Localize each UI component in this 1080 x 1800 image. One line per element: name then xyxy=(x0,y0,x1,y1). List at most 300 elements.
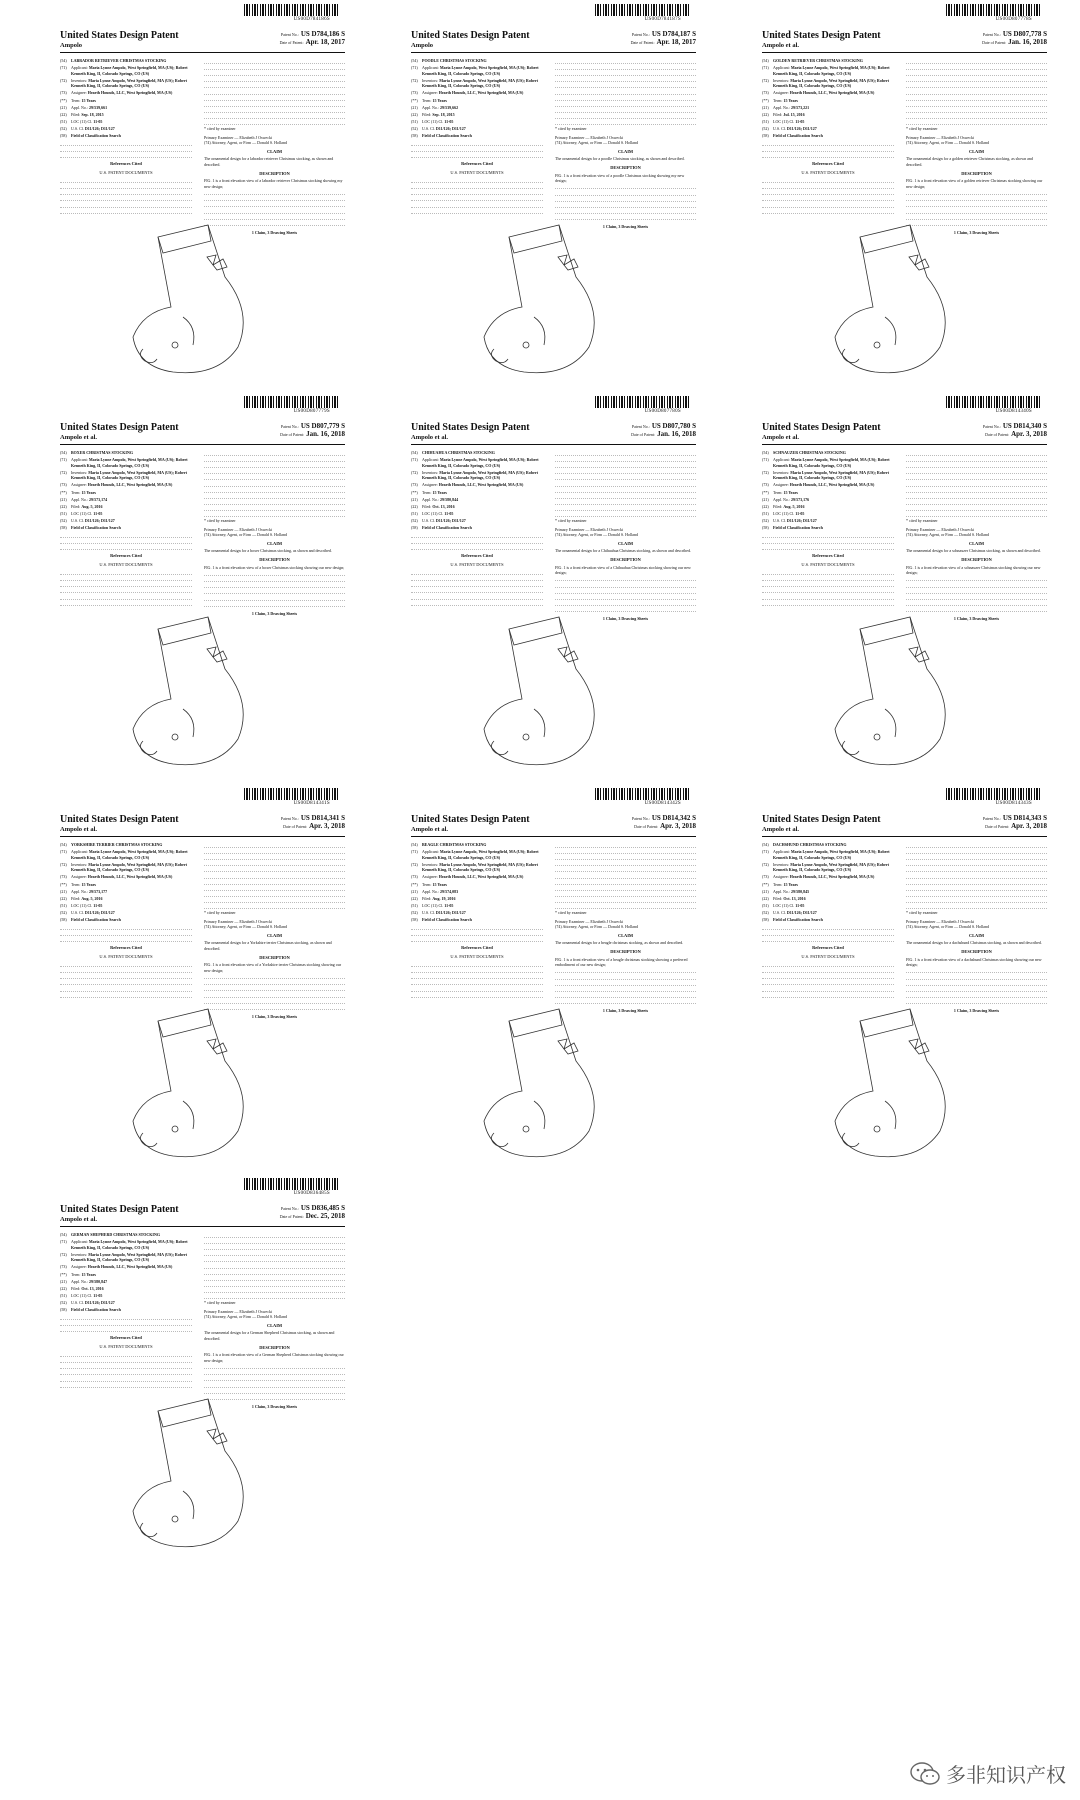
dog-ear xyxy=(885,1101,896,1129)
patent-no-label: Patent No.: xyxy=(631,32,650,37)
cited-by-examiner: * cited by examiner xyxy=(204,1300,236,1306)
patent-date-line xyxy=(632,822,696,830)
applicant-value: Maria Lynne Ampolo, West Springfield, MA (US); Robert Kenneth King, II, Colorado Springs, CO (US) xyxy=(71,1239,188,1250)
assignee-label: Assignee: xyxy=(773,482,789,488)
uscl-label: U.S. Cl. xyxy=(71,909,84,915)
applicant-value: Maria Lynne Ampolo, West Springfield, MA (US); Robert Kenneth King, II, Colorado Springs, CO (US) xyxy=(773,65,890,76)
term-value: 15 Years xyxy=(432,489,447,495)
uscl-value: D11/126; D11/127 xyxy=(84,517,115,523)
assignee-value: Hearth Hounds, LLC, West Springfield, MA (US) xyxy=(789,874,875,880)
stocking-outline xyxy=(133,1009,243,1157)
uscl-label: U.S. Cl. xyxy=(422,517,435,523)
claim-sheet-count: 1 Claim, 3 Drawing Sheets xyxy=(953,616,1000,622)
claims-column xyxy=(204,450,345,616)
fig1-description: FIG. 1 is a front elevation view of a German Shepherd Christmas stocking showing our new design; xyxy=(204,1352,344,1363)
filed-label: Filed: xyxy=(773,503,783,509)
reference-lines xyxy=(411,961,543,998)
appl-number: 29/573,176 xyxy=(791,496,810,502)
term-value: 15 Years xyxy=(81,97,96,103)
dog-nose xyxy=(140,349,157,363)
filed-label: Filed: xyxy=(773,111,783,117)
dog-nose xyxy=(140,741,157,755)
appl-label: Appl. No.: xyxy=(773,104,790,110)
cited-by-examiner: * cited by examiner xyxy=(906,126,938,132)
patent-page-3 xyxy=(720,2,1062,447)
inventor-surname: Ampolo et al. xyxy=(762,42,800,49)
stocking-drawing xyxy=(113,1391,283,1561)
inventors-label: Inventors: xyxy=(71,1251,88,1257)
patent-page-9 xyxy=(720,786,1062,1231)
assignee-value: Hearth Hounds, LLC, West Springfield, MA (US) xyxy=(438,874,524,880)
references-heading: References Cited xyxy=(461,553,493,559)
reference-lines-continued xyxy=(204,842,345,909)
inventors-label: Inventors: xyxy=(71,469,88,475)
patent-type-title: United States Design Patent xyxy=(762,814,881,825)
dog-nose xyxy=(491,1133,508,1147)
term-value: 15 Years xyxy=(81,489,96,495)
applicant-label: Applicant: xyxy=(71,65,88,71)
us-documents-heading: U.S. PATENT DOCUMENTS xyxy=(801,169,855,175)
claims-column xyxy=(204,58,345,236)
applicant-value: Maria Lynne Ampolo, West Springfield, MA (US); Robert Kenneth King, II, Colorado Springs, CO (US) xyxy=(773,457,890,468)
claim-text: The ornamental design for a dachshund Christmas stocking, as shown and described. xyxy=(906,940,1042,946)
appl-label: Appl. No.: xyxy=(422,496,439,502)
patent-no-label: Patent No.: xyxy=(631,816,650,821)
stocking-cuff xyxy=(158,225,211,253)
barcode xyxy=(595,4,691,16)
claims-column xyxy=(555,58,696,230)
appl-number: 29/573,221 xyxy=(791,104,810,110)
dog-eye xyxy=(172,1126,178,1132)
reference-lines-continued xyxy=(204,58,345,125)
assignee-label: Assignee: xyxy=(71,90,87,96)
publication-number: US00D784187S xyxy=(644,17,681,22)
patent-number: US D807,779 S xyxy=(300,422,345,430)
term-value: 15 Years xyxy=(81,1271,96,1277)
patent-type-title: United States Design Patent xyxy=(411,814,530,825)
stocking-cuff xyxy=(509,1009,562,1037)
patent-number: US D784,186 S xyxy=(300,30,345,38)
inventor-surname: Ampolo xyxy=(60,42,83,49)
assignee-value: Hearth Hounds, LLC, West Springfield, MA (US) xyxy=(438,482,524,488)
patent-number: US D784,187 S xyxy=(651,30,696,38)
filed-label: Filed: xyxy=(71,895,81,901)
barcode xyxy=(946,396,1042,408)
classification-label: Field of Classification Search xyxy=(773,917,823,923)
filed-label: Filed: xyxy=(422,111,432,117)
dog-ear xyxy=(534,1101,545,1129)
patent-number-line xyxy=(632,814,696,822)
references-heading: References Cited xyxy=(812,161,844,167)
applicant-label: Applicant: xyxy=(773,65,790,71)
term-value: 15 Years xyxy=(783,97,798,103)
appl-label: Appl. No.: xyxy=(422,888,439,894)
claim-heading: CLAIM xyxy=(968,148,985,154)
claim-sheet-count: 1 Claim, 3 Drawing Sheets xyxy=(251,1403,298,1409)
bow xyxy=(558,647,578,662)
patent-date-line xyxy=(280,38,345,46)
patent-type-title: United States Design Patent xyxy=(60,30,179,41)
patent-number-line xyxy=(280,422,345,430)
reference-lines-continued xyxy=(906,842,1047,909)
uscl-value: D11/126; D11/127 xyxy=(786,517,817,523)
patent-number-line xyxy=(983,814,1047,822)
loc-label: LOC (11) Cl. xyxy=(422,118,444,124)
dog-eye xyxy=(874,342,880,348)
attorney: (74) Attorney, Agent, or Firm — Donald S. Holland xyxy=(555,532,638,538)
inventors-label: Inventors: xyxy=(773,77,790,83)
reference-lines xyxy=(60,961,192,998)
appl-number: 29/580,844 xyxy=(440,496,459,502)
classification-lines xyxy=(762,532,894,550)
bibliographic-column: (54) DACHSHUND CHRISTMAS STOCKING (71) Applicant: Maria Lynne Ampolo, West Springfield, MA (US); Robert Kenneth King, II, Colorado Springs, CO (US) (72) Inventors: Maria Lynne Ampolo, West Springfield, MA (US); Robert Kenneth King, II, Colorado Springs, CO (US) (73) Assignee: Hearth Hounds, LLC, West Springfield, MA (US) (**) Term: 15 Years (21) Appl. No.: 29/580,845 (22) Filed: Oct. 13, 2016 (51) LOC (11) Cl. 11-05 (52) U.S. Cl. D11/126; D11/127 (58) Field of Classification Search References Cited U.S. PATENT DOCUMENTS xyxy=(762,842,894,998)
classification-lines xyxy=(60,1314,192,1332)
patent-header xyxy=(60,422,345,445)
patent-date-line xyxy=(280,1212,345,1220)
publication-number: US00D814341S xyxy=(293,801,330,806)
bow xyxy=(909,255,929,270)
claim-heading: CLAIM xyxy=(266,1322,283,1328)
claims-column xyxy=(906,58,1047,236)
loc-value: 11-05 xyxy=(444,510,454,516)
attorney: (74) Attorney, Agent, or Firm — Donald S. Holland xyxy=(906,140,989,146)
fig1-description: FIG. 1 is a front elevation view of a golden retriever Christmas stocking showing our new design; xyxy=(906,178,1043,189)
reference-lines xyxy=(762,961,894,998)
design-title: DACHSHUND CHRISTMAS STOCKING xyxy=(773,842,847,847)
claim-sheet-count: 1 Claim, 3 Drawing Sheets xyxy=(953,1008,1000,1014)
appl-label: Appl. No.: xyxy=(71,104,88,110)
assignee-label: Assignee: xyxy=(71,1264,87,1270)
reference-lines xyxy=(60,177,192,214)
dog-eye xyxy=(172,342,178,348)
assignee-label: Assignee: xyxy=(773,874,789,880)
claims-column xyxy=(555,842,696,1014)
patent-no-label: Patent No.: xyxy=(982,816,1001,821)
cited-by-examiner: * cited by examiner xyxy=(204,126,236,132)
primary-examiner: Primary Examiner — Elizabeth J Oswecki xyxy=(204,1308,273,1314)
publication-number: US00D814342S xyxy=(644,801,681,806)
reference-lines-continued xyxy=(555,450,696,517)
design-title: SCHNAUZER CHRISTMAS STOCKING xyxy=(773,450,846,455)
uscl-value: D11/126; D11/127 xyxy=(84,125,115,131)
bow xyxy=(207,647,227,662)
stocking-drawing xyxy=(113,1001,283,1171)
patent-header xyxy=(60,30,345,53)
reference-lines-continued xyxy=(204,1232,345,1299)
cited-by-examiner: * cited by examiner xyxy=(555,518,587,524)
filed-date: Sep. 18, 2015 xyxy=(432,111,455,117)
claims-column xyxy=(906,842,1047,1014)
cited-by-examiner: * cited by examiner xyxy=(204,518,236,524)
inventors-value: Maria Lynne Ampolo, West Springfield, MA (US); Robert Kenneth King, II, Colorado Springs, CO (US) xyxy=(71,1251,187,1263)
appl-label: Appl. No.: xyxy=(773,888,790,894)
claim-heading: CLAIM xyxy=(968,540,985,546)
barcode xyxy=(244,1178,340,1190)
patent-header xyxy=(762,30,1047,53)
stocking-cuff xyxy=(509,225,562,253)
inventors-label: Inventors: xyxy=(773,469,790,475)
term-label: Term: xyxy=(773,881,783,887)
stocking-cuff xyxy=(509,617,562,645)
inventors-label: Inventors: xyxy=(422,861,439,867)
references-heading: References Cited xyxy=(461,161,493,167)
term-label: Term: xyxy=(773,97,783,103)
attorney: (74) Attorney, Agent, or Firm — Donald S. Holland xyxy=(204,140,287,146)
description-lines xyxy=(555,968,696,1005)
primary-examiner: Primary Examiner — Elizabeth J Oswecki xyxy=(555,918,624,924)
stocking-drawing xyxy=(815,1001,985,1171)
dog-ear xyxy=(183,1101,194,1129)
applicant-value: Maria Lynne Ampolo, West Springfield, MA (US); Robert Kenneth King, II, Colorado Springs, CO (US) xyxy=(71,849,188,860)
applicant-label: Applicant: xyxy=(773,849,790,855)
reference-lines-continued xyxy=(555,842,696,909)
uscl-value: D11/126; D11/127 xyxy=(786,125,817,131)
claim-sheet-count: 1 Claim, 3 Drawing Sheets xyxy=(251,229,298,235)
inventor-surname: Ampolo et al. xyxy=(60,1216,98,1223)
classification-label: Field of Classification Search xyxy=(773,133,823,139)
inventors-value: Maria Lynne Ampolo, West Springfield, MA (US); Robert Kenneth King, II, Colorado Springs, CO (US) xyxy=(71,77,187,89)
classification-lines xyxy=(60,532,192,550)
reference-lines xyxy=(60,1351,192,1388)
dog-eye xyxy=(172,734,178,740)
patent-header xyxy=(762,422,1047,445)
assignee-value: Hearth Hounds, LLC, West Springfield, MA (US) xyxy=(87,874,173,880)
claim-sheet-count: 1 Claim, 3 Drawing Sheets xyxy=(251,610,298,616)
description-lines xyxy=(906,968,1047,1005)
reference-lines-continued xyxy=(906,58,1047,125)
applicant-label: Applicant: xyxy=(71,1239,88,1245)
uscl-label: U.S. Cl. xyxy=(773,909,786,915)
loc-value: 11-05 xyxy=(93,510,103,516)
design-title: BEAGLE CHRISTMAS STOCKING xyxy=(422,842,487,847)
appl-number: 29/580,845 xyxy=(791,888,810,894)
us-documents-heading: U.S. PATENT DOCUMENTS xyxy=(801,953,855,959)
description-lines xyxy=(906,576,1047,613)
stocking-drawing xyxy=(113,609,283,779)
date-label: Date of Patent: xyxy=(279,40,304,45)
patent-number: US D836,485 S xyxy=(300,1204,345,1212)
inventor-surname: Ampolo et al. xyxy=(762,826,800,833)
primary-examiner: Primary Examiner — Elizabeth J Oswecki xyxy=(555,526,624,532)
uscl-label: U.S. Cl. xyxy=(773,125,786,131)
applicant-value: Maria Lynne Ampolo, West Springfield, MA (US); Robert Kenneth King, II, Colorado Springs, CO (US) xyxy=(422,457,539,468)
term-value: 15 Years xyxy=(432,97,447,103)
date-label: Date of Patent: xyxy=(631,432,656,437)
inventor-surname: Ampolo et al. xyxy=(60,434,98,441)
term-value: 15 Years xyxy=(432,881,447,887)
description-heading: DESCRIPTION xyxy=(961,557,992,563)
patent-number: US D814,342 S xyxy=(651,814,696,822)
barcode xyxy=(595,788,691,800)
applicant-label: Applicant: xyxy=(422,849,439,855)
inventors-label: Inventors: xyxy=(773,861,790,867)
assignee-value: Hearth Hounds, LLC, West Springfield, MA (US) xyxy=(789,482,875,488)
uscl-value: D11/126; D11/127 xyxy=(435,125,466,131)
uscl-label: U.S. Cl. xyxy=(422,125,435,131)
patent-header xyxy=(411,30,696,53)
term-label: Term: xyxy=(773,489,783,495)
patent-number: US D814,343 S xyxy=(1002,814,1047,822)
inventors-value: Maria Lynne Ampolo, West Springfield, MA (US); Robert Kenneth King, II, Colorado Springs, CO (US) xyxy=(773,77,889,89)
patent-date: Dec. 25, 2018 xyxy=(305,1212,345,1220)
claims-column xyxy=(555,450,696,622)
claim-sheet-count: 1 Claim, 3 Drawing Sheets xyxy=(602,616,649,622)
us-documents-heading: U.S. PATENT DOCUMENTS xyxy=(801,561,855,567)
loc-value: 11-05 xyxy=(444,902,454,908)
claim-text: The ornamental design for a poodle Christmas stocking, as shown and described. xyxy=(555,156,685,162)
term-label: Term: xyxy=(422,489,432,495)
uscl-value: D11/126; D11/127 xyxy=(786,909,817,915)
applicant-label: Applicant: xyxy=(422,65,439,71)
patent-number-line xyxy=(631,30,696,38)
term-value: 15 Years xyxy=(783,489,798,495)
fig1-description: FIG. 1 is a front elevation view of a beagle christmas stocking showing a preferred embodiment of our new design; xyxy=(555,956,688,968)
bibliographic-column: (54) SCHNAUZER CHRISTMAS STOCKING (71) Applicant: Maria Lynne Ampolo, West Springfield, MA (US); Robert Kenneth King, II, Colorado Springs, CO (US) (72) Inventors: Maria Lynne Ampolo, West Springfield, MA (US); Robert Kenneth King, II, Colorado Springs, CO (US) (73) Assignee: Hearth Hounds, LLC, West Springfield, MA (US) (**) Term: 15 Years (21) Appl. No.: 29/573,176 (22) Filed: Aug. 5, 2016 (51) LOC (11) Cl. 11-05 (52) U.S. Cl. D11/126; D11/127 (58) Field of Classification Search References Cited U.S. PATENT DOCUMENTS xyxy=(762,450,894,606)
inventors-value: Maria Lynne Ampolo, West Springfield, MA (US); Robert Kenneth King, II, Colorado Springs, CO (US) xyxy=(773,861,889,873)
term-label: Term: xyxy=(71,489,81,495)
barcode xyxy=(946,788,1042,800)
term-label: Term: xyxy=(71,1271,81,1277)
barcode xyxy=(244,788,340,800)
date-label: Date of Patent: xyxy=(280,432,305,437)
barcode xyxy=(244,4,340,16)
dog-nose xyxy=(491,349,508,363)
design-title: GERMAN SHEPHERD CHRISTMAS STOCKING xyxy=(71,1232,160,1237)
applicant-label: Applicant: xyxy=(773,457,790,463)
bibliographic-column: (54) GERMAN SHEPHERD CHRISTMAS STOCKING (71) Applicant: Maria Lynne Ampolo, West Springfield, MA (US); Robert Kenneth King, II, Colorado Springs, CO (US) (72) Inventors: Maria Lynne Ampolo, West Springfield, MA (US); Robert Kenneth King, II, Colorado Springs, CO (US) (73) Assignee: Hearth Hounds, LLC, West Springfield, MA (US) (**) Term: 15 Years (21) Appl. No.: 29/580,847 (22) Filed: Oct. 13, 2016 (51) LOC (11) Cl. 11-05 (52) U.S. Cl. D11/126; D11/127 (58) Field of Classification Search References Cited U.S. PATENT DOCUMENTS xyxy=(60,1232,192,1388)
dog-ear xyxy=(183,709,194,737)
stocking-drawing xyxy=(815,609,985,779)
patent-no-label: Patent No.: xyxy=(982,424,1001,429)
stocking-cuff xyxy=(158,1009,211,1037)
patent-page-10 xyxy=(18,1176,360,1621)
patent-header xyxy=(762,814,1047,837)
patent-no-label: Patent No.: xyxy=(280,424,299,429)
dog-nose xyxy=(842,741,859,755)
patent-type-title: United States Design Patent xyxy=(762,30,881,41)
inventor-surname: Ampolo et al. xyxy=(60,826,98,833)
appl-label: Appl. No.: xyxy=(71,1278,88,1284)
appl-number: 29/539,661 xyxy=(89,104,108,110)
dog-ear xyxy=(183,1491,194,1519)
loc-label: LOC (11) Cl. xyxy=(71,510,93,516)
dog-nose xyxy=(140,1523,157,1537)
bibliographic-column: (54) YORKSHIRE TERRIER CHRISTMAS STOCKING (71) Applicant: Maria Lynne Ampolo, West Springfield, MA (US); Robert Kenneth King, II, Colorado Springs, CO (US) (72) Inventors: Maria Lynne Ampolo, West Springfield, MA (US); Robert Kenneth King, II, Colorado Springs, CO (US) (73) Assignee: Hearth Hounds, LLC, West Springfield, MA (US) (**) Term: 15 Years (21) Appl. No.: 29/573,177 (22) Filed: Aug. 5, 2016 (51) LOC (11) Cl. 11-05 (52) U.S. Cl. D11/126; D11/127 (58) Field of Classification Search References Cited U.S. PATENT DOCUMENTS xyxy=(60,842,192,998)
barcode xyxy=(595,396,691,408)
assignee-label: Assignee: xyxy=(71,874,87,880)
classification-label: Field of Classification Search xyxy=(422,525,472,531)
stocking-outline xyxy=(484,1009,594,1157)
patent-number-line xyxy=(281,814,345,822)
assignee-label: Assignee: xyxy=(422,482,438,488)
stocking-cuff xyxy=(158,617,211,645)
loc-value: 11-05 xyxy=(444,118,454,124)
patent-date: Apr. 3, 2018 xyxy=(1011,822,1047,830)
appl-number: 29/573,177 xyxy=(89,888,108,894)
primary-examiner: Primary Examiner — Elizabeth J Oswecki xyxy=(204,918,273,924)
loc-label: LOC (11) Cl. xyxy=(422,510,444,516)
bow xyxy=(558,255,578,270)
dog-eye xyxy=(523,342,529,348)
inventors-label: Inventors: xyxy=(71,861,88,867)
patent-date-line xyxy=(982,38,1047,46)
cited-by-examiner: * cited by examiner xyxy=(204,910,236,916)
patent-header xyxy=(411,422,696,445)
us-documents-heading: U.S. PATENT DOCUMENTS xyxy=(99,953,153,959)
uscl-label: U.S. Cl. xyxy=(71,1299,84,1305)
applicant-value: Maria Lynne Ampolo, West Springfield, MA (US); Robert Kenneth King, II, Colorado Springs, CO (US) xyxy=(422,849,539,860)
us-documents-heading: U.S. PATENT DOCUMENTS xyxy=(99,169,153,175)
dog-eye xyxy=(172,1516,178,1522)
stocking-outline xyxy=(133,225,243,373)
primary-examiner: Primary Examiner — Elizabeth J Oswecki xyxy=(906,918,975,924)
us-documents-heading: U.S. PATENT DOCUMENTS xyxy=(99,1343,153,1349)
references-heading: References Cited xyxy=(461,945,493,951)
bibliographic-column: (54) GOLDEN RETRIEVER CHRISTMAS STOCKING (71) Applicant: Maria Lynne Ampolo, West Springfield, MA (US); Robert Kenneth King, II, Colorado Springs, CO (US) (72) Inventors: Maria Lynne Ampolo, West Springfield, MA (US); Robert Kenneth King, II, Colorado Springs, CO (US) (73) Assignee: Hearth Hounds, LLC, West Springfield, MA (US) (**) Term: 15 Years (21) Appl. No.: 29/573,221 (22) Filed: Jul. 15, 2016 (51) LOC (11) Cl. 11-05 (52) U.S. Cl. D11/126; D11/127 (58) Field of Classification Search References Cited U.S. PATENT DOCUMENTS xyxy=(762,58,894,214)
reference-lines xyxy=(411,569,543,606)
bow xyxy=(558,1039,578,1054)
claims-column xyxy=(906,450,1047,622)
applicant-value: Maria Lynne Ampolo, West Springfield, MA (US); Robert Kenneth King, II, Colorado Springs, CO (US) xyxy=(71,457,188,468)
stocking-drawing xyxy=(113,217,283,387)
bibliographic-column: (54) POODLE CHRISTMAS STOCKING (71) Applicant: Maria Lynne Ampolo, West Springfield, MA (US); Robert Kenneth King, II, Colorado Springs, CO (US) (72) Inventors: Maria Lynne Ampolo, West Springfield, MA (US); Robert Kenneth King, II, Colorado Springs, CO (US) (73) Assignee: Hearth Hounds, LLC, West Springfield, MA (US) (**) Term: 15 Years (21) Appl. No.: 29/539,662 (22) Filed: Sep. 18, 2015 (51) LOC (11) Cl. 11-05 (52) U.S. Cl. D11/126; D11/127 (58) Field of Classification Search References Cited U.S. PATENT DOCUMENTS xyxy=(411,58,543,214)
appl-number: 29/539,662 xyxy=(440,104,459,110)
stocking-outline xyxy=(484,617,594,765)
dog-ear xyxy=(885,317,896,345)
references-heading: References Cited xyxy=(812,945,844,951)
design-title: POODLE CHRISTMAS STOCKING xyxy=(422,58,487,63)
claims-column xyxy=(204,842,345,1020)
fig1-description: FIG. 1 is a front elevation view of a schnauzer Christmas stocking showing our new design; xyxy=(906,564,1041,576)
inventors-value: Maria Lynne Ampolo, West Springfield, MA (US); Robert Kenneth King, II, Colorado Springs, CO (US) xyxy=(422,469,538,481)
description-heading: DESCRIPTION xyxy=(610,949,641,955)
claim-text: The ornamental design for a golden retriever Christmas stocking, as shown and described. xyxy=(906,156,1033,168)
description-heading: DESCRIPTION xyxy=(259,170,290,176)
inventors-value: Maria Lynne Ampolo, West Springfield, MA (US); Robert Kenneth King, II, Colorado Springs, CO (US) xyxy=(773,469,889,481)
loc-value: 11-05 xyxy=(795,902,805,908)
loc-label: LOC (11) Cl. xyxy=(422,902,444,908)
stocking-cuff xyxy=(860,225,913,253)
applicant-value: Maria Lynne Ampolo, West Springfield, MA (US); Robert Kenneth King, II, Colorado Springs, CO (US) xyxy=(422,65,539,76)
stocking-outline xyxy=(133,1399,243,1547)
appl-label: Appl. No.: xyxy=(71,496,88,502)
primary-examiner: Primary Examiner — Elizabeth J Oswecki xyxy=(906,526,975,532)
cited-by-examiner: * cited by examiner xyxy=(906,518,938,524)
dog-ear xyxy=(534,317,545,345)
inventor-surname: Ampolo et al. xyxy=(411,434,449,441)
stocking-outline xyxy=(133,617,243,765)
inventor-surname: Ampolo xyxy=(411,42,434,49)
wechat-icon xyxy=(910,1761,940,1787)
patent-date: Apr. 3, 2018 xyxy=(309,822,345,830)
stocking-drawing xyxy=(815,217,985,387)
dog-nose xyxy=(842,349,859,363)
term-label: Term: xyxy=(422,97,432,103)
uscl-label: U.S. Cl. xyxy=(71,125,84,131)
reference-lines xyxy=(411,177,543,214)
loc-value: 11-05 xyxy=(795,510,805,516)
us-documents-heading: U.S. PATENT DOCUMENTS xyxy=(450,561,504,567)
bow xyxy=(207,1429,227,1444)
publication-number: US00D836485S xyxy=(293,1191,330,1196)
bibliographic-column: (54) BEAGLE CHRISTMAS STOCKING (71) Applicant: Maria Lynne Ampolo, West Springfield, MA (US); Robert Kenneth King, II, Colorado Springs, CO (US) (72) Inventors: Maria Lynne Ampolo, West Springfield, MA (US); Robert Kenneth King, II, Colorado Springs, CO (US) (73) Assignee: Hearth Hounds, LLC, West Springfield, MA (US) (**) Term: 15 Years (21) Appl. No.: 29/574,083 (22) Filed: Aug. 19, 2016 (51) LOC (11) Cl. 11-05 (52) U.S. Cl. D11/126; D11/127 (58) Field of Classification Search References Cited U.S. PATENT DOCUMENTS xyxy=(411,842,543,998)
inventor-surname: Ampolo et al. xyxy=(762,434,800,441)
bibliographic-column: (54) LABRADOR RETRIEVER CHRISTMAS STOCKING (71) Applicant: Maria Lynne Ampolo, West Springfield, MA (US); Robert Kenneth King, II, Colorado Springs, CO (US) (72) Inventors: Maria Lynne Ampolo, West Springfield, MA (US); Robert Kenneth King, II, Colorado Springs, CO (US) (73) Assignee: Hearth Hounds, LLC, West Springfield, MA (US) (**) Term: 15 Years (21) Appl. No.: 29/539,661 (22) Filed: Sep. 18, 2015 (51) LOC (11) Cl. 11-05 (52) U.S. Cl. D11/126; D11/127 (58) Field of Classification Search References Cited U.S. PATENT DOCUMENTS xyxy=(60,58,192,214)
claim-heading: CLAIM xyxy=(968,932,985,938)
appl-label: Appl. No.: xyxy=(71,888,88,894)
patent-header xyxy=(60,1204,345,1227)
patent-page-8 xyxy=(369,786,711,1231)
